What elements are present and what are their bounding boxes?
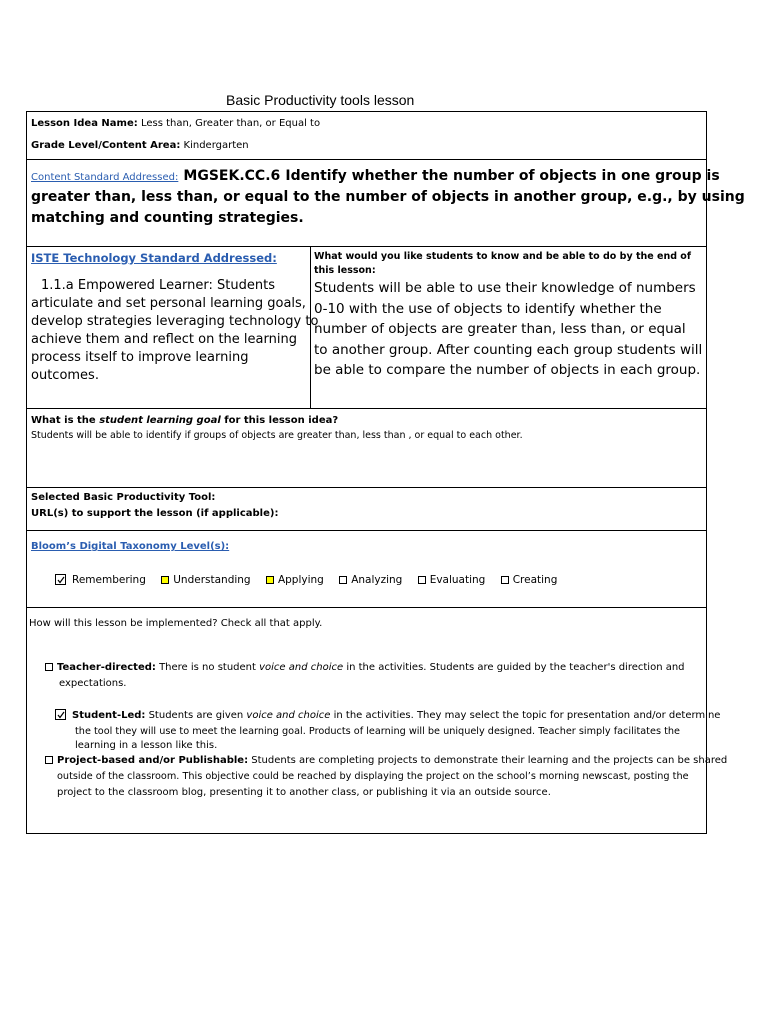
grade-level-label: Grade Level/Content Area: [31,140,181,151]
impl-project-based[interactable] [45,753,728,801]
bloom-level-evaluating[interactable] [418,574,486,586]
know-section [314,250,706,381]
impl-student-text: in the activities. They may select the topic for presentation and/or determine [330,710,721,721]
content-standard-text-line: greater than, less than, or equal to the number of objects in another group, e.g., by using [31,189,745,205]
url-label: URL(s) to support the lesson (if applicable): [31,508,279,519]
checkbox-icon[interactable] [45,663,53,671]
impl-teacher-text: expectations. [59,678,127,689]
tool-label: Selected Basic Productivity Tool: [31,492,216,503]
checkbox-icon[interactable] [266,576,274,584]
checkbox-icon[interactable] [339,576,347,584]
bloom-levels [55,574,569,586]
impl-teacher-label: Teacher-directed: [57,662,156,673]
learning-goal-label [31,414,338,428]
bloom-label[interactable]: Bloom’s Digital Taxonomy Level(s): [31,541,230,552]
divider [27,159,706,160]
iste-section [31,251,319,385]
bloom-level-label: Remembering [72,574,146,586]
iste-body-line: articulate and set personal learning goals, [31,296,306,311]
impl-project-text: project to the classroom blog, presenting it to another class, or publishing it via an outside source. [57,787,551,798]
bloom-level-label: Applying [277,574,324,586]
impl-student-led[interactable] [55,708,721,752]
bloom-level-analyzing[interactable] [339,574,402,586]
know-label: this lesson: [314,265,376,276]
content-standard-label[interactable]: Content Standard Addressed: [31,172,179,183]
iste-body-line: develop strategies leveraging technology to [31,314,319,329]
bloom-level-remembering[interactable] [55,574,146,586]
content-standard-code: MGSEK.CC.6 [183,168,281,184]
learning-goal-label-pre: What is the [31,415,100,426]
lesson-idea-value: Less than, Greater than, or Equal to [140,118,321,129]
grade-level-row [31,139,249,153]
impl-project-label: Project-based and/or Publishable: [57,755,249,766]
learning-goal-label-em: student learning goal [99,415,221,426]
content-standard-text-line: Identify whether the number of objects in one group is [285,168,720,184]
grade-level-value: Kindergarten [183,140,249,151]
impl-student-text-em: voice and choice [246,710,331,721]
bloom-level-label: Creating [512,574,558,586]
document-title: Basic Productivity tools lesson [226,92,415,108]
divider [27,246,706,247]
impl-teacher-text: in the activities. Students are guided by the teacher's direction and [343,662,685,673]
bloom-level-applying[interactable] [266,574,324,586]
know-body-line: be able to compare the number of objects in each group. [314,362,701,378]
iste-body-line: 1.1.a Empowered Learner: Students [41,278,275,293]
impl-teacher-directed[interactable] [45,660,705,692]
learning-goal-label-post: for this lesson idea? [220,415,339,426]
iste-body-line: process itself to improve learning [31,350,249,365]
checkbox-checked-icon[interactable] [55,709,66,720]
divider [27,530,706,531]
bloom-level-label: Analyzing [351,574,403,586]
bloom-level-understanding[interactable] [161,574,250,586]
iste-body-line: outcomes. [31,368,99,383]
divider [27,607,706,608]
checkbox-icon[interactable] [161,576,169,584]
iste-body-line: achieve them and reflect on the learning [31,332,297,347]
lesson-plan-table [26,111,745,834]
bloom-level-label: Evaluating [429,574,486,586]
impl-student-text: learning in a lesson like this. [75,740,218,751]
content-standard-text-line: matching and counting strategies. [31,210,304,226]
bloom-level-label: Understanding [173,574,251,586]
bloom-level-creating[interactable] [501,574,558,586]
iste-label[interactable]: ISTE Technology Standard Addressed: [31,251,277,265]
impl-teacher-text: There is no student [155,662,260,673]
impl-project-text: outside of the classroom. This objective could be reached by displaying the project on the school’s morning newscast, posting the [57,771,689,782]
impl-project-text: Students are completing projects to demonstrate their learning and the projects can be shared [248,755,728,766]
impl-student-text: Students are given [145,710,247,721]
lesson-idea-label: Lesson Idea Name: [31,118,138,129]
learning-goal-body: Students will be able to identify if groups of objects are greater than, less than , or equal to each other. [31,430,523,441]
checkbox-icon[interactable] [501,576,509,584]
impl-student-text: the tool they will use to meet the learning goal. Products of learning will be uniquely designed. Teacher simply facilitates the [75,726,680,737]
content-standard-section [31,164,745,229]
know-body-line: 0-10 with the use of objects to identify whether the [314,300,662,317]
impl-student-label: Student-Led: [72,710,146,721]
know-label: What would you like students to know and be able to do by the end of [314,251,691,262]
lesson-idea-row [31,117,320,131]
checkbox-icon[interactable] [45,756,53,764]
divider [27,408,706,409]
know-body-line: Students will be able to use their knowledge of numbers [314,280,696,296]
checkbox-icon[interactable] [418,576,426,584]
checkbox-checked-icon[interactable] [55,574,66,585]
know-body-line: to another group. After counting each group students will [314,341,703,358]
implementation-question: How will this lesson be implemented? Check all that apply. [29,618,323,629]
know-body-line: number of objects are greater than, less than, or equal [314,321,686,337]
impl-teacher-text-em: voice and choice [259,662,344,673]
divider [27,487,706,488]
